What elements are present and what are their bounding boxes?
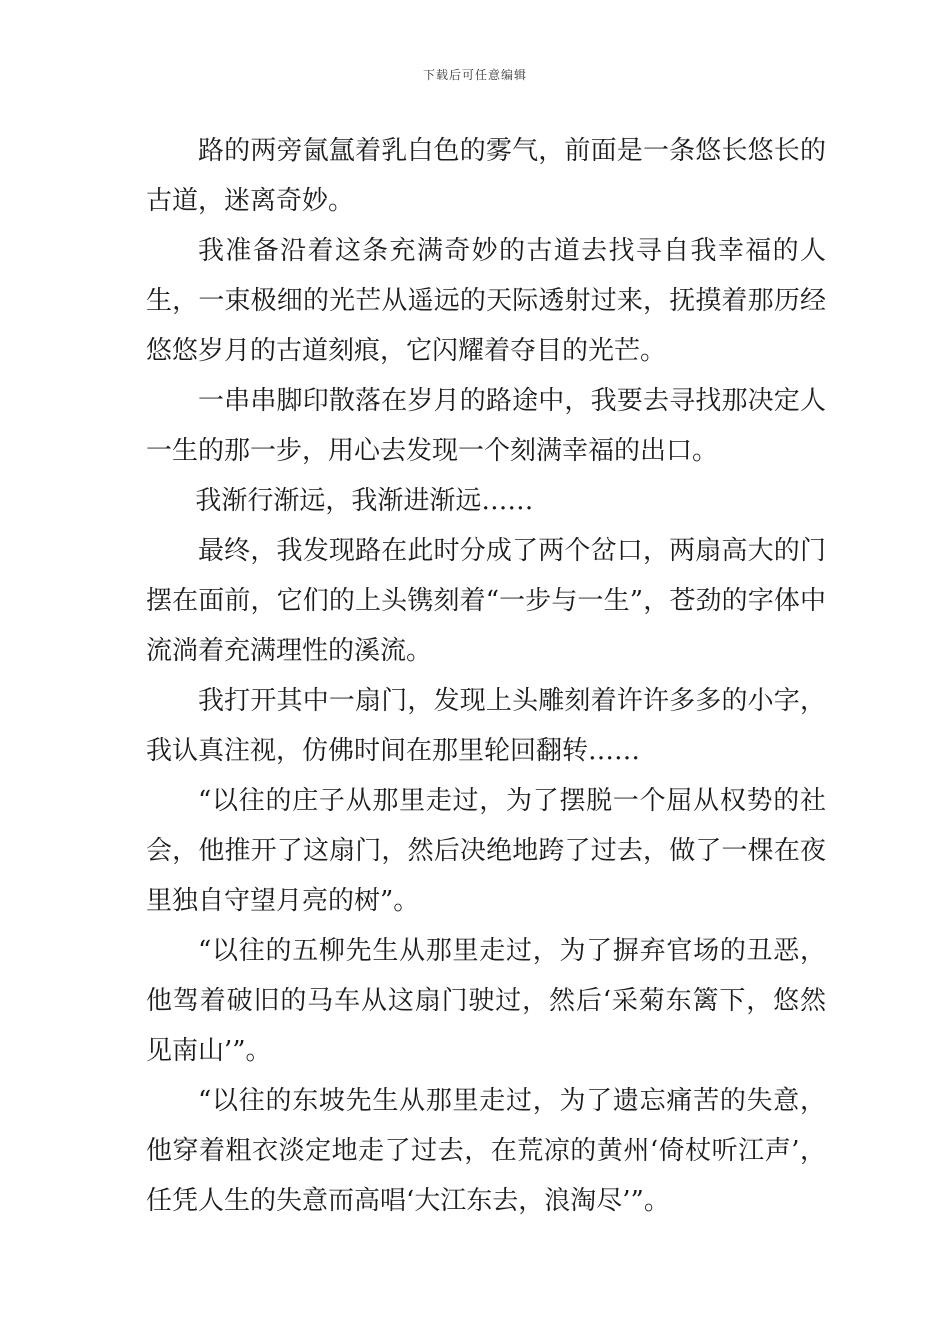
document-body — [146, 126, 826, 1226]
paragraph-6: 我打开其中一扇门，发现上头雕刻着许许多多的小字，我认真注视，仿佛时间在那里轮回翻转…… — [146, 686, 826, 766]
paragraph-2: 我准备沿着这条充满奇妙的古道去找寻自我幸福的人生，一束极细的光芒从遥远的天际透射过来，抚摸着那历经悠悠岁月的古道刻痕，它闪耀着夺目的光芒。 — [146, 236, 826, 366]
paragraph-3: 一串串脚印散落在岁月的路途中，我要去寻找那决定人一生的那一步，用心去发现一个刻满幸福的出口。 — [146, 386, 826, 466]
page-header: 下载后可任意编辑 — [422, 68, 527, 82]
paragraph-4: 我渐行渐远，我渐进渐远…… — [195, 486, 534, 516]
paragraph-1: 路的两旁氤氲着乳白色的雾气，前面是一条悠长悠长的古道，迷离奇妙。 — [146, 136, 826, 216]
paragraph-5: 最终，我发现路在此时分成了两个岔口，两扇高大的门摆在面前，它们的上头镌刻着“一步与一生”，苍劲的字体中流淌着充满理性的溪流。 — [146, 536, 826, 666]
paragraph-9: “以往的东坡先生从那里走过，为了遗忘痛苦的失意，他穿着粗衣淡定地走了过去，在荒凉的黄州‘倚杖听江声’，任凭人生的失意而高唱‘大江东去，浪淘尽’”。 — [146, 1086, 826, 1216]
paragraph-8: “以往的五柳先生从那里走过，为了摒弃官场的丑恶，他驾着破旧的马车从这扇门驶过，然后‘采菊东篱下，悠然见南山’”。 — [146, 936, 826, 1066]
paragraph-7: “以往的庄子从那里走过，为了摆脱一个屈从权势的社会，他推开了这扇门，然后决绝地跨了过去，做了一棵在夜里独自守望月亮的树”。 — [146, 786, 826, 916]
